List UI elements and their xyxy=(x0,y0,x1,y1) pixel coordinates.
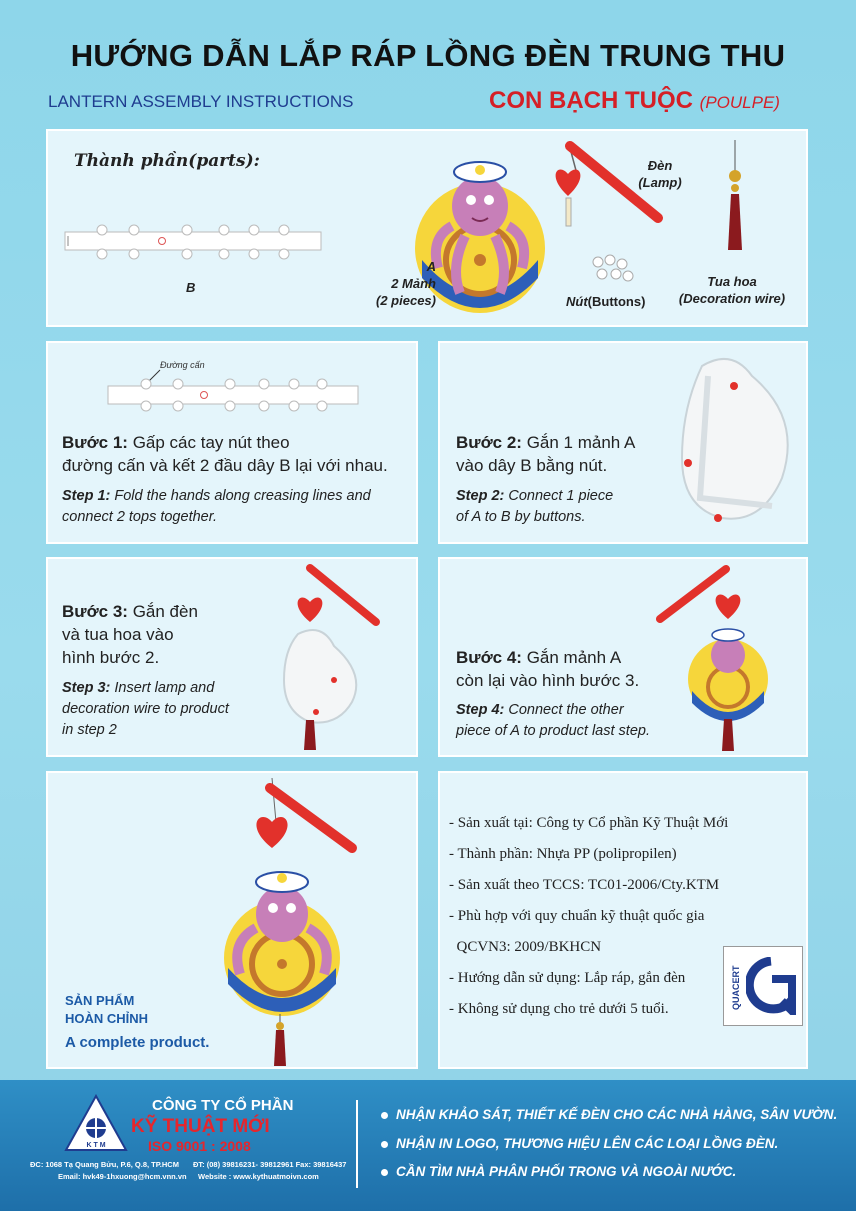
step-3-vi-line2: và tua hoa vào xyxy=(62,625,174,644)
bullet-dot-icon xyxy=(381,1112,388,1119)
buttons-label-vi: Nút xyxy=(566,294,588,309)
step-4-vi xyxy=(456,646,639,692)
complete-product-illustration xyxy=(220,778,360,1068)
step-2-en-label: Step 2: xyxy=(456,488,505,504)
info-standard: - Sản xuất theo TCCS: TC01-2006/Cty.KTM xyxy=(449,877,720,893)
footer-bullet-2 xyxy=(381,1136,778,1151)
product-name xyxy=(489,87,780,115)
bullet-dot-icon xyxy=(381,1141,388,1148)
info-compliance-code: QCVN3: 2009/BKHCN xyxy=(449,939,602,955)
step-3-illustration xyxy=(276,562,386,752)
footer-bullet-2-text: NHẬN IN LOGO, THƯƠNG HIỆU LÊN CÁC LOẠI LỒNG ĐÈN. xyxy=(396,1136,779,1151)
complete-product-vi-line2: HOÀN CHỈNH xyxy=(65,1011,149,1026)
step-1-strip-illustration xyxy=(104,358,362,418)
step-4-en xyxy=(456,700,650,742)
step-4-illustration xyxy=(656,563,796,753)
step-1-vi-line2: đường cấn và kết 2 đầu dây B lại với nhau. xyxy=(62,456,388,475)
step-3-vi xyxy=(62,600,198,669)
step-1-vi xyxy=(62,431,388,477)
lamp-label-vi: Đèn xyxy=(647,158,673,173)
wire-label-en: (Decoration wire) xyxy=(678,291,786,306)
step-2-en xyxy=(456,486,613,528)
step-2-en-line2: of A to B by buttons. xyxy=(456,509,586,525)
subtitle-english: LANTERN ASSEMBLY INSTRUCTIONS xyxy=(48,92,354,111)
step-1-en-line2: connect 2 tops together. xyxy=(62,509,218,525)
product-info-list xyxy=(449,815,728,1032)
product-name-en: (POULPE) xyxy=(699,93,780,112)
step-3-vi-line1: Gắn đèn xyxy=(127,602,198,621)
bullet-dot-icon xyxy=(381,1169,388,1176)
part-b-label: B xyxy=(186,280,196,295)
step-1-vi-label: Bước 1: xyxy=(62,433,128,452)
step-2-en-line1: Connect 1 piece xyxy=(504,488,614,504)
step-4-vi-line2: còn lại vào hình bước 3. xyxy=(456,671,640,690)
step-4-en-line2: piece of A to product last step. xyxy=(456,723,650,739)
step-1-en-label: Step 1: xyxy=(62,488,111,504)
step-3-en-line3: in step 2 xyxy=(62,722,117,738)
footer-bullet-1 xyxy=(381,1107,837,1122)
step-2-illustration xyxy=(662,348,802,528)
step-1-en-line1: Fold the hands along creasing lines and xyxy=(110,488,371,504)
info-compliance: - Phù hợp với quy chuẩn kỹ thuật quốc gia xyxy=(449,908,705,924)
wire-label xyxy=(672,273,792,307)
quacert-mark-icon xyxy=(746,957,796,1015)
ktm-logo-icon xyxy=(64,1094,128,1156)
step-3-vi-label: Bước 3: xyxy=(62,602,128,621)
page-title: HƯỚNG DẪN LẮP RÁP LỒNG ĐÈN TRUNG THU xyxy=(70,38,786,73)
step-3-en xyxy=(62,678,229,741)
step-4-vi-label: Bước 4: xyxy=(456,648,522,667)
part-a-count-en: (2 pieces) xyxy=(376,293,436,308)
quacert-logo xyxy=(723,946,803,1026)
product-name-vi: CON BẠCH TUỘC xyxy=(489,87,693,114)
complete-product-en: A complete product. xyxy=(65,1034,210,1051)
footer-bullet-3 xyxy=(381,1164,736,1179)
strip-b-illustration xyxy=(62,222,327,266)
crease-label: Đường cấn xyxy=(160,360,205,370)
step-3-en-label: Step 3: xyxy=(62,680,111,696)
wire-label-vi: Tua hoa xyxy=(707,274,757,289)
footer-divider xyxy=(356,1100,358,1188)
ktm-logo-text: K T M xyxy=(86,1142,106,1149)
company-name: KỸ THUẬT MỚI xyxy=(131,1116,270,1137)
lamp-label-en: (Lamp) xyxy=(638,175,682,190)
part-a-letter: A xyxy=(426,259,436,274)
step-4-en-label: Step 4: xyxy=(456,702,505,718)
parts-heading: Thành phần(parts): xyxy=(74,151,260,171)
company-phone: ĐT: (08) 39816231- 39812961 Fax: 39816437 xyxy=(193,1160,347,1169)
info-age-warning: - Không sử dụng cho trẻ dưới 5 tuổi. xyxy=(449,1001,669,1017)
complete-product-vi-line1: SẢN PHẨM xyxy=(65,993,135,1008)
company-website: Website : www.kythuatmoivn.com xyxy=(198,1172,319,1181)
step-4-vi-line1: Gắn mảnh A xyxy=(521,648,622,667)
company-address: ĐC: 1068 Tạ Quang Bửu, P.6, Q.8, TP.HCM xyxy=(30,1160,179,1169)
part-a-label xyxy=(356,258,436,309)
company-prefix: CÔNG TY CỔ PHẦN xyxy=(152,1097,294,1114)
step-3-en-line1: Insert lamp and xyxy=(110,680,215,696)
buttons-label xyxy=(566,293,645,310)
buttons-label-en: (Buttons) xyxy=(587,294,646,309)
step-2-vi-line2: vào dây B bằng nút. xyxy=(456,456,608,475)
step-1-vi-line1: Gấp các tay nút theo xyxy=(127,433,290,452)
step-2-vi-line1: Gắn 1 mảnh A xyxy=(521,433,636,452)
info-manufacturer: - Sản xuất tại: Công ty Cổ phần Kỹ Thuật Mới xyxy=(449,815,729,831)
step-3-en-line2: decoration wire to product xyxy=(62,701,229,717)
step-1-en xyxy=(62,486,371,528)
info-usage: - Hướng dẫn sử dụng: Lắp ráp, gắn đèn xyxy=(449,970,686,986)
tassel-illustration xyxy=(720,140,750,260)
footer-bullet-1-text: NHẬN KHẢO SÁT, THIẾT KẾ ĐÈN CHO CÁC NHÀ HÀNG, SÂN VƯỜN. xyxy=(396,1107,838,1122)
info-material: - Thành phần: Nhựa PP (polipropilen) xyxy=(449,846,677,862)
buttons-illustration xyxy=(588,252,638,284)
footer-bullet-3-text: CẦN TÌM NHÀ PHÂN PHỐI TRONG VÀ NGOÀI NƯỚC. xyxy=(396,1164,737,1179)
step-3-vi-line3: hình bước 2. xyxy=(62,648,160,667)
part-a-count: 2 Mảnh xyxy=(391,276,436,291)
quacert-label: QUACERT xyxy=(731,965,741,1010)
lamp-label xyxy=(630,157,690,191)
iso-badge: ISO 9001 : 2008 xyxy=(148,1138,251,1154)
complete-product-vi xyxy=(65,992,148,1028)
company-email: Email: hvk49-1hxuong@hcm.vnn.vn xyxy=(58,1172,187,1181)
step-4-en-line1: Connect the other xyxy=(504,702,624,718)
step-2-vi-label: Bước 2: xyxy=(456,433,522,452)
step-2-vi xyxy=(456,431,635,477)
